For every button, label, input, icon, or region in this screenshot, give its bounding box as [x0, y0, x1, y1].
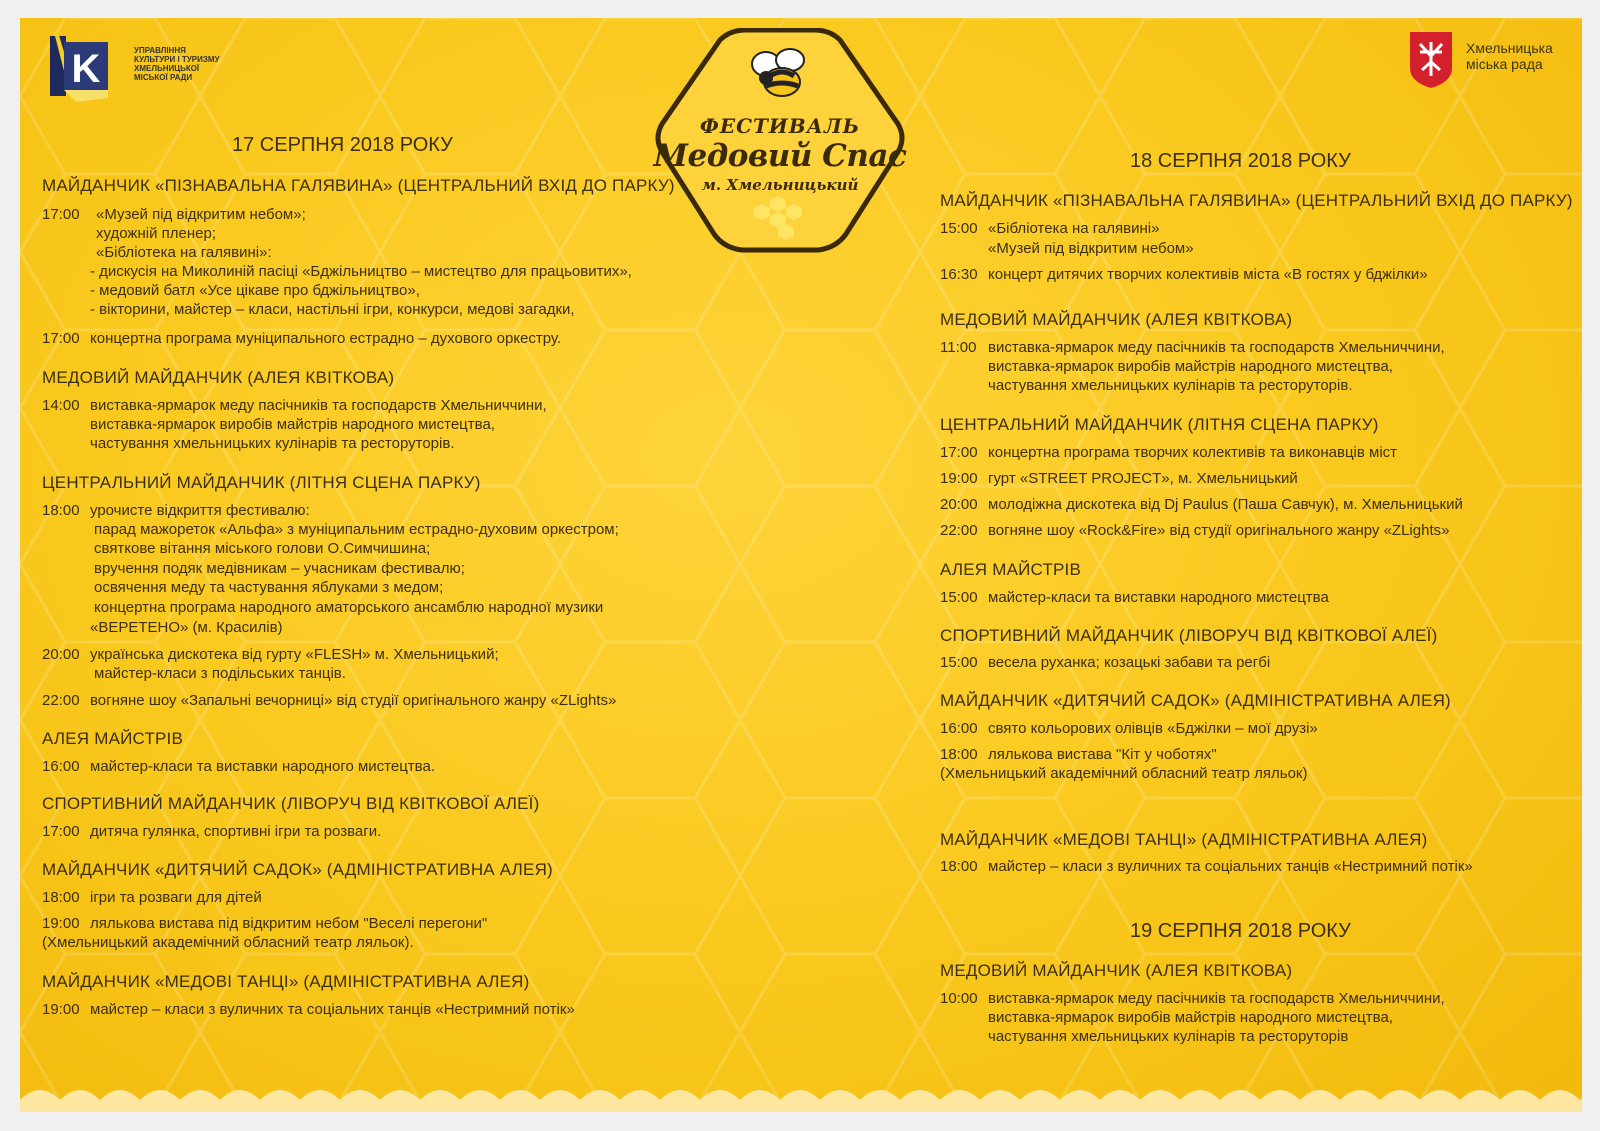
- schedule-line: 15:00 майстер-класи та виставки народного мистецтва: [940, 589, 1329, 606]
- section-title: МАЙДАНЧИК «МЕДОВІ ТАНЦІ» (АДМІНІСТРАТИВНА АЛЕЯ): [940, 830, 1428, 849]
- section-title: МЕДОВИЙ МАЙДАНЧИК (АЛЕЯ КВІТКОВА): [940, 310, 1293, 329]
- schedule-line: (Хмельницький академічний обласний театр ляльок): [940, 765, 1308, 782]
- schedule-line: 19:00 лялькова вистава під відкритим небом "Веселі перегони": [42, 915, 488, 932]
- badge-city-name: м. Хмельницький: [701, 176, 859, 194]
- schedule-line: 17:00 дитяча гулянка, спортивні ігри та розваги.: [42, 823, 382, 840]
- city-council-logo: [1408, 30, 1578, 92]
- day-title: 17 СЕРПНЯ 2018 РОКУ: [232, 134, 453, 156]
- schedule-line: концертна програма народного аматорського ансамблю народної музики: [94, 599, 604, 616]
- schedule-line: 17:00 концертна програма творчих колективів та виконавців міст: [940, 444, 1398, 461]
- day-title: 19 СЕРПНЯ 2018 РОКУ: [1130, 920, 1351, 942]
- schedule-line: 16:00 свято кольорових олівців «Бджілки – мої друзі»: [940, 720, 1318, 737]
- schedule-line: 19:00 майстер – класи з вуличних та соціальних танців «Нестримний потік»: [42, 1001, 575, 1018]
- section-title: АЛЕЯ МАЙСТРІВ: [42, 729, 184, 748]
- section-title: СПОРТИВНИЙ МАЙДАНЧИК (ЛІВОРУЧ ВІД КВІТКОВОЇ АЛЕЇ): [940, 626, 1438, 645]
- schedule-line: 20:00 українська дискотека від гурту «FLESH» м. Хмельницький;: [42, 646, 499, 663]
- schedule-line: 14:00 виставка-ярмарок меду пасічників та господарств Хмельниччини,: [42, 397, 547, 414]
- schedule-line: парад мажореток «Альфа» з муніципальним естрадно-духовим оркестром;: [94, 521, 619, 538]
- schedule-line: виставка-ярмарок виробів майстрів народного мистецтва,: [90, 416, 495, 433]
- badge-festival-name: Медовий Спас: [653, 138, 907, 174]
- schedule-line: частування хмельницьких кулінарів та ресторуторів.: [988, 377, 1353, 394]
- schedule-line: 11:00 виставка-ярмарок меду пасічників та господарств Хмельниччини,: [940, 339, 1445, 356]
- schedule-line: освячення меду та частування яблуками з медом;: [94, 579, 444, 596]
- schedule-line: - дискусія на Миколиній пасіці «Бджільництво – мистецтво для працьовитих»,: [90, 263, 632, 280]
- section-title: МЕДОВИЙ МАЙДАНЧИК (АЛЕЯ КВІТКОВА): [42, 368, 395, 387]
- schedule-line: вручення подяк медівникам – учасникам фестивалю;: [94, 560, 465, 577]
- bee-icon: [750, 46, 810, 102]
- schedule-line: (Хмельницький академічний обласний театр ляльок).: [42, 934, 414, 951]
- schedule-line: 18:00 урочисте відкриття фестивалю:: [42, 502, 310, 519]
- city-council-text: Хмельницька міська рада: [1466, 40, 1553, 72]
- culture-department-logo: [46, 32, 246, 104]
- k-logo-icon: [46, 32, 114, 102]
- schedule-line: - медовий батл «Усе цікаве про бджільництво»,: [90, 282, 420, 299]
- schedule-line: 18:00 ігри та розваги для дітей: [42, 889, 262, 906]
- festival-poster: [20, 18, 1582, 1112]
- festival-badge: [650, 28, 910, 258]
- schedule-line: «Музей під відкритим небом»: [988, 240, 1194, 257]
- culture-department-text: УПРАВЛІННЯ КУЛЬТУРИ І ТУРИЗМУ ХМЕЛЬНИЦЬКОЇ МІСЬКОЇ РАДИ: [134, 46, 220, 82]
- section-title: МАЙДАНЧИК «ДИТЯЧИЙ САДОК» (АДМІНІСТРАТИВНА АЛЕЯ): [42, 860, 553, 879]
- schedule-line: 10:00 виставка-ярмарок меду пасічників та господарств Хмельниччини,: [940, 990, 1445, 1007]
- schedule-line: 18:00 майстер – класи з вуличних та соціальних танців «Нестримний потік»: [940, 858, 1473, 875]
- section-title: МАЙДАНЧИК «ПІЗНАВАЛЬНА ГАЛЯВИНА» (ЦЕНТРАЛЬНИЙ ВХІД ДО ПАРКУ): [940, 191, 1573, 210]
- schedule-line: «ВЕРЕТЕНО» (м. Красилів): [90, 619, 283, 636]
- schedule-line: 18:00 лялькова вистава "Кіт у чоботях": [940, 746, 1217, 763]
- schedule-line: 22:00 вогняне шоу «Запальні вечорниці» від студії оригінального жанру «ZLights»: [42, 692, 617, 709]
- badge-festival-label: ФЕСТИВАЛЬ: [699, 114, 861, 138]
- schedule-line: 17:00 «Музей під відкритим небом»;: [42, 206, 306, 223]
- section-title: МАЙДАНЧИК «МЕДОВІ ТАНЦІ» (АДМІНІСТРАТИВНА АЛЕЯ): [42, 972, 530, 991]
- schedule-line: частування хмельницьких кулінарів та ресторуторів: [988, 1028, 1349, 1045]
- schedule-line: 22:00 вогняне шоу «Rock&Fire» від студії оригінального жанру «ZLights»: [940, 522, 1450, 539]
- section-title: ЦЕНТРАЛЬНИЙ МАЙДАНЧИК (ЛІТНЯ СЦЕНА ПАРКУ): [42, 473, 481, 492]
- schedule-line: 17:00 концертна програма муніципального естрадно – духового оркестру.: [42, 330, 562, 347]
- bottom-scallop-border: [20, 1068, 1582, 1112]
- schedule-line: виставка-ярмарок виробів майстрів народного мистецтва,: [988, 1009, 1393, 1026]
- schedule-line: художній пленер;: [96, 225, 216, 242]
- city-emblem-icon: [1408, 30, 1454, 90]
- schedule-line: 16:30 концерт дитячих творчих колективів міста «В гостях у бджілки»: [940, 266, 1428, 283]
- section-title: СПОРТИВНИЙ МАЙДАНЧИК (ЛІВОРУЧ ВІД КВІТКОВОЇ АЛЕЇ): [42, 794, 540, 813]
- schedule-line: 16:00 майстер-класи та виставки народного мистецтва.: [42, 758, 435, 775]
- section-title: АЛЕЯ МАЙСТРІВ: [940, 560, 1082, 579]
- schedule-line: 20:00 молодіжна дискотека від Dj Paulus (Паша Савчук), м. Хмельницький: [940, 496, 1463, 513]
- schedule-line: святкове вітання міського голови О.Симчишина;: [94, 540, 431, 557]
- section-title: МЕДОВИЙ МАЙДАНЧИК (АЛЕЯ КВІТКОВА): [940, 961, 1293, 980]
- section-title: ЦЕНТРАЛЬНИЙ МАЙДАНЧИК (ЛІТНЯ СЦЕНА ПАРКУ): [940, 415, 1379, 434]
- schedule-line: майстер-класи з подільських танців.: [94, 665, 346, 682]
- schedule-line: «Бібліотека на галявині»:: [96, 244, 272, 261]
- schedule-line: 19:00 гурт «STREET PROJECT», м. Хмельницький: [940, 470, 1298, 487]
- svg-text:K: K: [71, 47, 101, 91]
- schedule-line: 15:00 весела руханка; козацькі забави та регбі: [940, 654, 1271, 671]
- section-title: МАЙДАНЧИК «ДИТЯЧИЙ САДОК» (АДМІНІСТРАТИВНА АЛЕЯ): [940, 691, 1451, 710]
- schedule-line: виставка-ярмарок виробів майстрів народного мистецтва,: [988, 358, 1393, 375]
- schedule-line: 15:00 «Бібліотека на галявині»: [940, 220, 1160, 237]
- schedule-line: частування хмельницьких кулінарів та ресторуторів.: [90, 435, 455, 452]
- day-title: 18 СЕРПНЯ 2018 РОКУ: [1130, 150, 1351, 172]
- schedule-line: - вікторини, майстер – класи, настільні ігри, конкурси, медові загадки,: [90, 301, 575, 318]
- section-title: МАЙДАНЧИК «ПІЗНАВАЛЬНА ГАЛЯВИНА» (ЦЕНТРАЛЬНИЙ ВХІД ДО ПАРКУ): [42, 176, 675, 195]
